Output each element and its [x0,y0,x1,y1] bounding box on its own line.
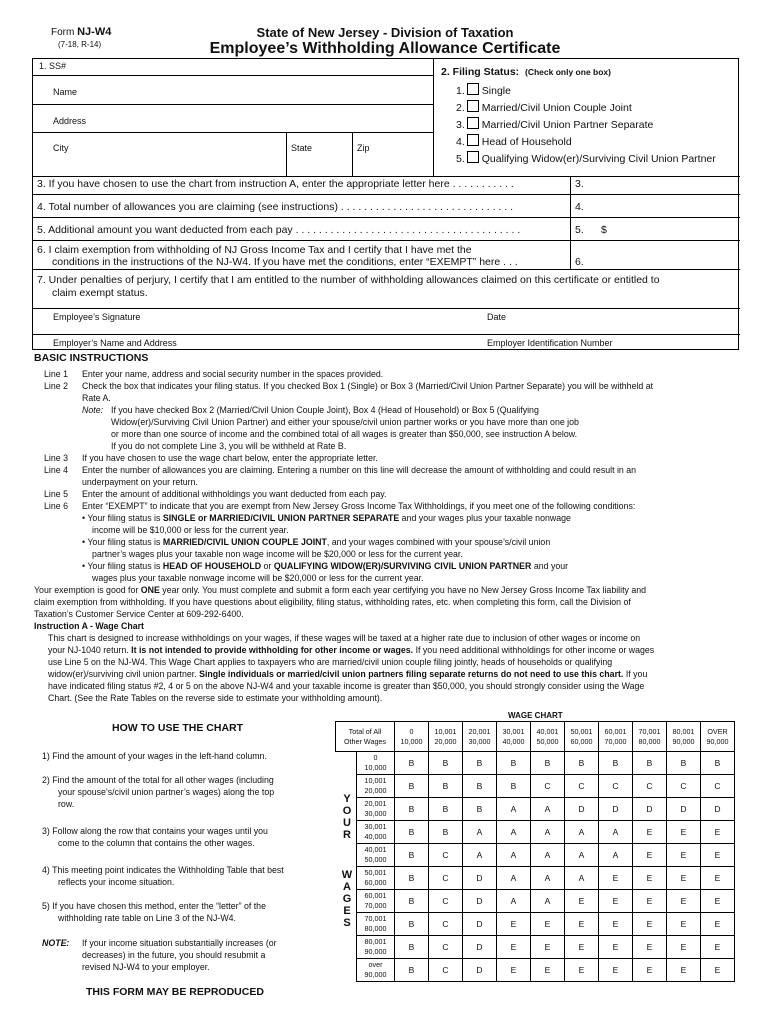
wage-chart-cell: E [531,959,565,982]
wage-chart-cell: A [565,821,599,844]
wage-chart-side-spacer [336,752,357,775]
wage-chart-cell: E [531,936,565,959]
wage-chart-cell: B [531,752,565,775]
wage-chart-cell: C [429,913,463,936]
wage-chart-cell: E [633,821,667,844]
wage-chart-row-range: 30,001 40,000 [357,821,395,844]
wage-chart-cell: B [395,890,429,913]
wage-chart-cell: C [667,775,701,798]
ss-label: 1. SS# [39,61,67,71]
wage-chart-cell: A [497,890,531,913]
wage-chart-row-range: 0 10,000 [357,752,395,775]
line7-text-a: 7. Under penalties of perjury, I certify that I am entitled to the number of withholding allowances claimed on this certificate or entitled to [37,274,660,286]
wage-chart-row [336,821,735,844]
wage-chart-cell: E [565,890,599,913]
wage-chart-cell: E [701,959,735,982]
wage-chart-cell: B [565,752,599,775]
wage-chart-cell: B [497,752,531,775]
wage-chart-side-spacer [336,890,357,913]
wage-chart-cell: E [599,936,633,959]
zip-label: Zip [357,143,370,153]
wage-chart-cell: C [429,867,463,890]
wage-chart-cell: D [633,798,667,821]
wage-chart-cell: C [429,890,463,913]
wage-chart-column-header: 60,001 70,000 [599,722,633,752]
wage-chart-cell: B [497,775,531,798]
wage-chart-cell: E [701,913,735,936]
agency-name: State of New Jersey - Division of Taxation [256,25,514,40]
exempt-para-a: Your exemption is good for ONE year only. You must complete and submit a form each year certifying you have no New Jersey Gross Income Tax liability and [34,585,647,595]
wage-chart-side-spacer [336,775,357,798]
wage-chart-cell: D [463,867,497,890]
instr-a-1: This chart is designed to increase withholdings on your wages, if these wages will be taxed at a higher rate due to inclusion of other wages or income on [48,633,641,643]
line5-label: Line 5 [44,489,68,499]
wage-chart-cell: B [463,775,497,798]
wage-chart-cell: E [667,821,701,844]
wage-chart-cell: D [565,798,599,821]
filing-status-option-3[interactable]: 3. Married/Civil Union Partner Separate [456,119,654,131]
how-to-step-2a: 2) Find the amount of the total for all other wages (including [42,775,274,785]
name-label: Name [53,87,78,97]
line6-text-b: conditions in the instructions of the NJ-W4. If you have met the conditions, enter “EXEMPT” here . . . [52,256,518,268]
wage-chart-row-range: 50,001 60,000 [357,867,395,890]
wage-chart-cell: E [599,890,633,913]
wage-chart-column-header: OVER 90,000 [701,722,735,752]
wage-chart-cell: E [565,936,599,959]
bullet-1-cont: income will be $10,000 or less for the current year. [92,525,289,535]
wage-chart-cell: E [633,844,667,867]
line2-label: Line 2 [44,381,68,391]
wage-chart-cell: E [497,959,531,982]
wage-chart-cell: E [497,936,531,959]
wage-chart-column-header: 50,001 60,000 [565,722,599,752]
wage-chart-cell: B [599,752,633,775]
wage-chart-cell: B [395,752,429,775]
wage-chart-side-spacer [336,798,357,821]
wage-chart [335,721,735,982]
line4-label: Line 4 [44,465,68,475]
state-label: State [291,143,313,153]
line6-box-label: 6. [575,256,584,268]
how-to-step-2b: your spouse’s/civil union partner’s wages) along the top [58,787,275,797]
wage-chart-cell: D [463,936,497,959]
wage-chart-cell: E [701,844,735,867]
line5-text: 5. Additional amount you want deducted from each pay . . . . . . . . . . . . . . . . . . . . . . . . . . . . . . . . . . . . . . . [37,224,521,236]
wage-chart-cell: C [429,936,463,959]
line3-input[interactable] [589,177,733,193]
wage-chart-cell: E [633,890,667,913]
line3-text: 3. If you have chosen to use the chart from instruction A, enter the appropriate letter here . . . . . . . . . . . [37,178,514,190]
instr-line2-a: Check the box that indicates your filing status. If you checked Box 1 (Single) or Box 3 (Married/Civil Union Partner Separate) you will be withheld at [82,381,654,391]
wage-chart-corner: Total of All Other Wages [336,722,395,752]
filing-status-option-2[interactable]: 2. Married/Civil Union Couple Joint [456,102,632,114]
wage-chart-cell: A [531,867,565,890]
bullet-1: • Your filing status is SINGLE or MARRIED/CIVIL UNION PARTNER SEPARATE and your wages plus your taxable nonwage [82,513,571,523]
wage-chart-cell: B [701,752,735,775]
wage-chart-row-range: 10,001 20,000 [357,775,395,798]
wage-chart-row [336,959,735,982]
instr-line5: Enter the amount of additional withholdings you want deducted from each pay. [82,489,387,499]
line6-text-a: 6. I claim exemption from withholding of NJ Gross Income Tax and I certify that I have met the [37,244,472,256]
wage-chart-cell: B [395,936,429,959]
wage-chart-cell: D [463,959,497,982]
wage-chart-cell: B [395,821,429,844]
wage-chart-cell: E [633,959,667,982]
line5-dollar: $ [601,224,607,236]
wage-chart-cell: E [667,844,701,867]
instr-a-2: your NJ-1040 return. It is not intended to provide withholding for other income or wages. If you need additional withholdings for other income or wages [48,645,655,655]
wage-chart-cell: E [531,913,565,936]
wage-chart-column-header: 40,001 50,000 [531,722,565,752]
wage-chart-row-range: 80,001 90,000 [357,936,395,959]
wage-chart-cell: D [667,798,701,821]
wage-chart-row-range: 20,001 30,000 [357,798,395,821]
wage-chart-cell: C [531,775,565,798]
form-number: NJ-W4 [77,26,112,38]
wage-chart-cell: C [599,775,633,798]
instructions-heading: BASIC INSTRUCTIONS [34,352,149,364]
line3-box-label: 3. [575,178,584,190]
wage-chart-side-spacer [336,867,357,890]
how-to-step-4b: reflects your income situation. [58,877,175,887]
wage-chart-side-spacer [336,936,357,959]
wage-chart-column-header: 0 10,000 [395,722,429,752]
ein-label: Employer Identification Number [487,338,613,348]
note-d: If you do not complete Line 3, you will be withheld at Rate B. [111,441,347,451]
filing-status-option-1[interactable]: 1. Single [456,85,511,97]
checkbox-single[interactable] [467,83,479,95]
wage-chart-cell: D [599,798,633,821]
line5-box-label: 5. [575,224,584,236]
wage-chart-cell: E [701,890,735,913]
wage-chart-row-range: 70,001 80,000 [357,913,395,936]
wage-chart-row-range: 60,001 70,000 [357,890,395,913]
side-label-your: Y O U R [342,793,352,841]
line1-label: Line 1 [44,369,68,379]
wage-chart-cell: B [395,798,429,821]
instr-a-5: have indicated filing status #2, 4 or 5 on the above NJ-W4 and your taxable income is greater than $50,000, you should strongly consider using the Wage [48,681,645,691]
wage-chart-cell: E [667,867,701,890]
wage-chart-row-range: 40,001 50,000 [357,844,395,867]
how-to-step-5b: withholding rate table on Line 3 of the NJ-W4. [58,913,236,923]
note-c: or more than one source of income and the combined total of all wages is greater than $50,000, see instruction A below. [111,429,578,439]
basic-instructions [34,352,742,717]
page-title: Employee’s Withholding Allowance Certificate [209,40,561,57]
checkbox-married-joint[interactable] [467,100,479,112]
wage-chart-side-spacer [336,913,357,936]
wage-chart-cell: E [667,936,701,959]
wage-chart-cell: E [701,867,735,890]
wage-chart-column-header: 10,001 20,000 [429,722,463,752]
date-label: Date [487,312,507,322]
instr-line4-a: Enter the number of allowances you are claiming. Entering a number on this line will decrease the amount of withholding and could result in an [82,465,637,475]
instr-a-4: widow(er)/surviving civil union partner. Single individuals or married/civil union partners filing separate returns do not need to use this chart. If you [48,669,648,679]
wage-chart-cell: E [633,867,667,890]
exempt-para-c: Taxation’s Customer Service Center at 609-292-6400. [34,609,244,619]
wage-chart-column-header: 70,001 80,000 [633,722,667,752]
wage-chart-cell: A [565,867,599,890]
wage-chart-cell: B [395,913,429,936]
wage-chart-cell: E [701,936,735,959]
filing-status-label: 2. Filing Status: (Check only one box) [441,66,611,78]
wage-chart-cell: A [599,821,633,844]
line7-text-b: claim exempt status. [52,287,148,299]
wage-chart-column-header: 30,001 40,000 [497,722,531,752]
wage-chart-cell: B [463,798,497,821]
wage-chart-cell: E [565,959,599,982]
wage-chart-cell: E [667,913,701,936]
how-to-note-c: revised NJ-W4 to your employer. [82,962,210,972]
wage-chart-row [336,913,735,936]
how-to-note-b: decreases) in the future, you should resubmit a [82,950,266,960]
how-to-note-a: If your income situation substantially increases (or [82,938,277,948]
wage-chart-cell: A [531,890,565,913]
wage-chart-row [336,752,735,775]
wage-chart-cell: B [395,867,429,890]
filing-status-option-4[interactable]: 4. Head of Household [456,136,572,148]
wage-chart-cell: E [497,913,531,936]
signature-label: Employee’s Signature [53,312,141,322]
wage-chart-cell: A [531,798,565,821]
wage-chart-cell: A [565,844,599,867]
bullet-3-cont: wages plus your taxable nonwage income will be $20,000 or less for the current year. [92,573,424,583]
line4-text: 4. Total number of allowances you are claiming (see instructions) . . . . . . . . . . . . . . . . . . . . . . . . . . . . . . [37,201,513,213]
wage-chart-cell: E [599,867,633,890]
city-label: City [53,143,69,153]
wage-chart-row [336,798,735,821]
note-a: If you have checked Box 2 (Married/Civil Union Couple Joint), Box 4 (Head of Household) or Box 5 (Qualifying [111,405,539,415]
wage-chart-cell: B [429,775,463,798]
wage-chart-cell: C [429,959,463,982]
line5-input[interactable] [613,223,737,239]
wage-chart-cell: B [429,821,463,844]
wage-chart-table [335,721,735,982]
name-field[interactable] [93,83,427,99]
checkbox-qualifying-widow[interactable] [467,151,479,163]
address-label: Address [53,116,87,126]
note-label: Note: [82,405,104,415]
line3-label: Line 3 [44,453,68,463]
wage-chart-cell: E [667,959,701,982]
wage-chart-row [336,844,735,867]
wage-chart-cell: B [429,752,463,775]
ss-field[interactable] [93,60,437,76]
wage-chart-side-spacer [336,821,357,844]
wage-chart-cell: D [463,890,497,913]
wage-chart-cell: A [497,821,531,844]
wage-chart-cell: E [633,913,667,936]
wage-chart-cell: D [463,913,497,936]
how-to-step-3b: come to the column that contains the other wages. [58,838,255,848]
wage-chart-cell: B [395,775,429,798]
wage-chart-side-spacer [336,844,357,867]
wage-chart-cell: A [497,798,531,821]
wage-chart-row [336,890,735,913]
how-to-step-4a: 4) This meeting point indicates the Withholding Table that best [42,865,284,875]
wage-chart-cell: E [701,821,735,844]
wage-chart-cell: D [701,798,735,821]
wage-chart-cell: A [463,821,497,844]
wage-chart-cell: A [531,821,565,844]
reproduce-note: THIS FORM MAY BE REPRODUCED [86,986,264,998]
wage-chart-cell: C [701,775,735,798]
filing-status-option-5[interactable]: 5. Qualifying Widow(er)/Surviving Civil Union Partner [456,153,716,165]
wage-chart-cell: E [599,959,633,982]
wage-chart-cell: C [429,844,463,867]
instr-line1: Enter your name, address and social security number in the spaces provided. [82,369,384,379]
instr-line6: Enter “EXEMPT” to indicate that you are exempt from New Jersey Gross Income Tax Withholdings, if you meet one of the following conditions: [82,501,636,511]
wage-chart-cell: E [599,913,633,936]
how-to-note-label: NOTE: [42,938,70,948]
bullet-2: • Your filing status is MARRIED/CIVIL UNION COUPLE JOINT, and your wages combined with your spouse’s/civil union [82,537,551,547]
wage-chart-column-header: 80,001 90,000 [667,722,701,752]
wage-chart-cell: B [395,844,429,867]
wage-chart-cell: B [429,798,463,821]
wage-chart-cell: C [633,775,667,798]
wage-chart-cell: A [531,844,565,867]
wage-chart-cell: B [667,752,701,775]
address-field[interactable] [103,112,427,128]
form-id: Form NJ-W4 [51,26,112,38]
line4-box-label: 4. [575,201,584,213]
wage-chart-cell: B [633,752,667,775]
instr-line3: If you have chosen to use the wage chart below, enter the appropriate letter. [82,453,378,463]
wage-chart-row [336,936,735,959]
wage-chart-cell: A [497,844,531,867]
how-to-step-5a: 5) If you have chosen this method, enter the “letter” of the [42,901,266,911]
wage-chart-header-row [336,722,735,752]
line4-input[interactable] [589,200,733,216]
wage-chart-column-header: 20,001 30,000 [463,722,497,752]
instr-line4-b: underpayment on your return. [82,477,198,487]
bullet-2-cont: partner’s wages plus your taxable non wage income will be $20,000 or less for the current year. [92,549,463,559]
wage-chart-side-spacer [336,959,357,982]
how-to-step-3a: 3) Follow along the row that contains your wages until you [42,826,268,836]
wage-chart-row [336,775,735,798]
employer-label: Employer’s Name and Address [53,338,177,348]
wage-chart-cell: C [565,775,599,798]
wage-chart-cell: B [463,752,497,775]
wage-chart-cell: E [633,936,667,959]
how-to-step-2c: row. [58,799,75,809]
checkbox-head-of-household[interactable] [467,134,479,146]
wage-chart-cell: A [497,867,531,890]
instr-a-6: Chart. (See the Rate Tables on the reverse side to estimate your withholding amount). [48,693,383,703]
wage-chart-title: WAGE CHART [508,711,563,720]
how-to-step-1: 1) Find the amount of your wages in the left-hand column. [42,751,267,761]
instr-a-3: use Line 5 on the NJ-W4. This Wage Chart applies to taxpayers who are married/civil union couple filing jointly, heads of households or qualifying [48,657,613,667]
instruction-a-heading: Instruction A - Wage Chart [34,621,144,631]
wage-chart-cell: B [395,959,429,982]
withholding-form [32,58,739,350]
wage-chart-cell: E [667,890,701,913]
wage-chart-cell: A [599,844,633,867]
wage-chart-cell: E [565,913,599,936]
how-to-heading: HOW TO USE THE CHART [112,722,244,734]
wage-chart-row-range: over 90,000 [357,959,395,982]
wage-chart-cell: A [463,844,497,867]
bullet-3: • Your filing status is HEAD OF HOUSEHOLD or QUALIFYING WIDOW(ER)/SURVIVING CIVIL UNION PARTNER and your [82,561,569,571]
form-revision: (7-18, R-14) [58,40,102,49]
side-label-wages: W A G E S [341,869,353,929]
instr-line2-b: Rate A. [82,393,111,403]
note-b: Widow(er)/Surviving Civil Union Partner) and either your spouse/civil union partner works or you have more than one job [111,417,579,427]
wage-chart-row [336,867,735,890]
exempt-para-b: claim exemption from withholding. If you have questions about eligibility, filing status, withholding rates, etc. when completing this form, call the Division of [34,597,631,607]
checkbox-married-separate[interactable] [467,117,479,129]
line6-label: Line 6 [44,501,68,511]
